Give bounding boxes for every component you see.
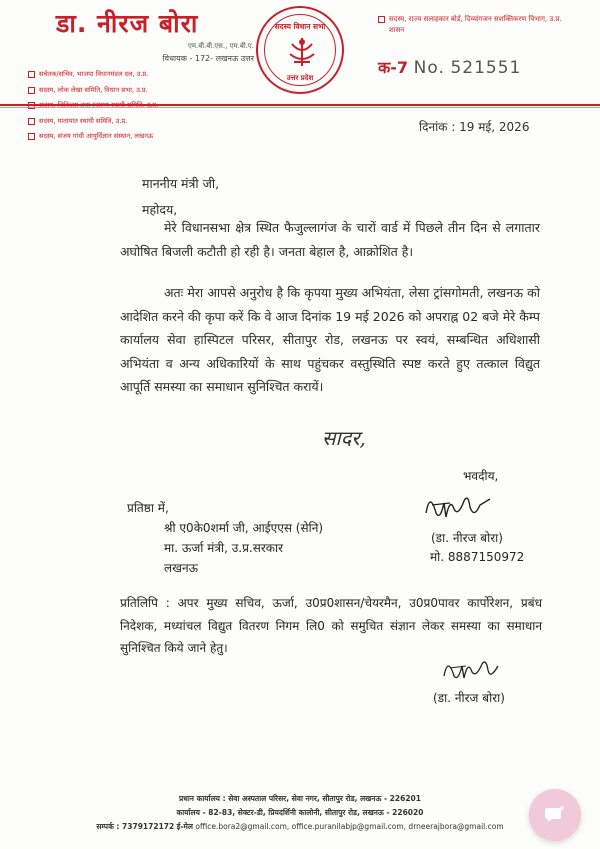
signature (420, 483, 496, 527)
letter-footer (0, 792, 600, 834)
letterhead-name: डा. नीरज बोरा (56, 9, 199, 38)
signatory-name-cc: (डा. नीरज बोरा) (433, 691, 505, 705)
addressee-label: प्रतिष्ठा में, (127, 501, 169, 515)
footer-office: कार्यालय - 82-83, सेक्टर-डी, प्रियदर्शिनी कालोनी, सीतापुर रोड, लखनऊ - 226020 (176, 808, 424, 817)
chat-assist-button[interactable] (529, 789, 581, 841)
constituency: विधायक - 172- लखनऊ उत्तर (162, 54, 254, 63)
checkbox-square-icon (28, 87, 35, 94)
addressee-post: मा. ऊर्जा मंत्री, उ.प्र.सरकार (164, 541, 283, 555)
salutation: माननीय मंत्री जी, (142, 176, 220, 191)
paragraph-1: मेरे विधानसभा क्षेत्र स्थित फैजुल्लागंज के चारों वार्ड में पिछले तीन दिन से लगातार अघोषित बिजली कटौती हो रही है। जनता बेहाल है, आक्रोशित है। (120, 220, 540, 259)
checkbox-square-icon (28, 71, 35, 78)
signatory-mobile: मो. 8887150972 (430, 550, 525, 564)
chat-sparkle-icon (544, 804, 566, 826)
addressee-name: श्री ए0के0शर्मा जी, आईएएस (सेनि) (164, 521, 324, 535)
role-item: सदस्य, यातायात स्थायी समिति, उ.प्र. (28, 114, 268, 130)
footer-email-label: ई-मेल (176, 822, 193, 831)
footer-emails: office.bora2@gmail.com, office.puranilabjp@gmail.com, drneerajbora@gmail.com (195, 822, 504, 831)
handwritten-closing: सादर, (322, 426, 366, 450)
role-item-right: सदस्य, राज्य सलाहकार बोर्ड, दिव्यांगजन सशक्तिकरण विभाग, उ.प्र. शासन (378, 14, 578, 36)
qualifications: एम.बी.बी.एस., एम.बी.ए. (187, 42, 254, 50)
checkbox-square-icon (378, 16, 385, 23)
yours-faithfully: भवदीय, (463, 469, 499, 483)
seal-top-text: सदस्य विधान सभा (274, 22, 326, 31)
role-item: सदस्य, संजय गांधी आयुर्विज्ञान संस्थान, लखनऊ (28, 129, 268, 145)
paragraph-2: अतः मेरा आपसे अनुरोध है कि कृपया मुख्य अभियंता, लेसा ट्रांसगोमती, लखनऊ को आदेशित करने की कृपा करें कि वे आज दिनांक 19 मई 2026 को अपराह्न 02 बजे मेरे कैम्प कार्यालय सेवा हास्पिटल परिसर, सीतापुर रोड, लखनऊ पर स्वयं, सम्बन्धित अधिशासी अभियंता व अन्य अधिकारियों के साथ पहुंचकर वस्तुस्थिति स्पष्ट करते हुए तत्काल विद्युत आपूर्ति समस्या का समाधान सुनिश्चित करायें। (120, 285, 540, 395)
role-item: सचेतक/सचिव, भाजपा विधानमंडल दल, उ.प्र. (28, 67, 268, 83)
letterhead-right (378, 14, 578, 78)
footer-contact (0, 820, 600, 834)
footer-head-office: प्रधान कार्यालय : सेवा अस्पताल परिसर, सेवा नगर, सीतापुर रोड, लखनऊ - 226201 (178, 794, 421, 803)
seal-emblem-icon (284, 34, 320, 70)
letterhead-left (28, 8, 268, 145)
header-divider (0, 104, 600, 106)
serial-number: क-7 No. 521551 (378, 58, 522, 78)
header-divider-thin (0, 107, 600, 108)
addressee-city: लखनऊ (164, 561, 199, 575)
role-item: सदस्य, लोक लेखा समिति, विधान सभा, उ.प्र. (28, 83, 268, 99)
signatory-name: (डा. नीरज बोरा) (431, 531, 503, 545)
checkbox-square-icon (28, 133, 35, 140)
letter-date: दिनांक : 19 मई, 2026 (419, 120, 530, 134)
seal-bottom-text: उत्तर प्रदेश (286, 74, 314, 82)
footer-phone: सम्पर्क : 7379172172 (96, 822, 175, 831)
checkbox-square-icon (28, 118, 35, 125)
signature-cc (440, 648, 502, 688)
greeting: महोदय, (142, 202, 178, 217)
assembly-seal (256, 6, 344, 94)
copy-to-paragraph: प्रतिलिपि : अपर मुख्य सचिव, ऊर्जा, उ0प्र0शासन/चेयरमैन, उ0प्र0पावर कार्पोरेशन, प्रबंध निदेशक, मध्यांचल विद्युत वितरण निगम लि0 को समुचित संज्ञान लेकर समस्या का समाधान सुनिश्चित किये जाने हेतु। (120, 596, 542, 655)
